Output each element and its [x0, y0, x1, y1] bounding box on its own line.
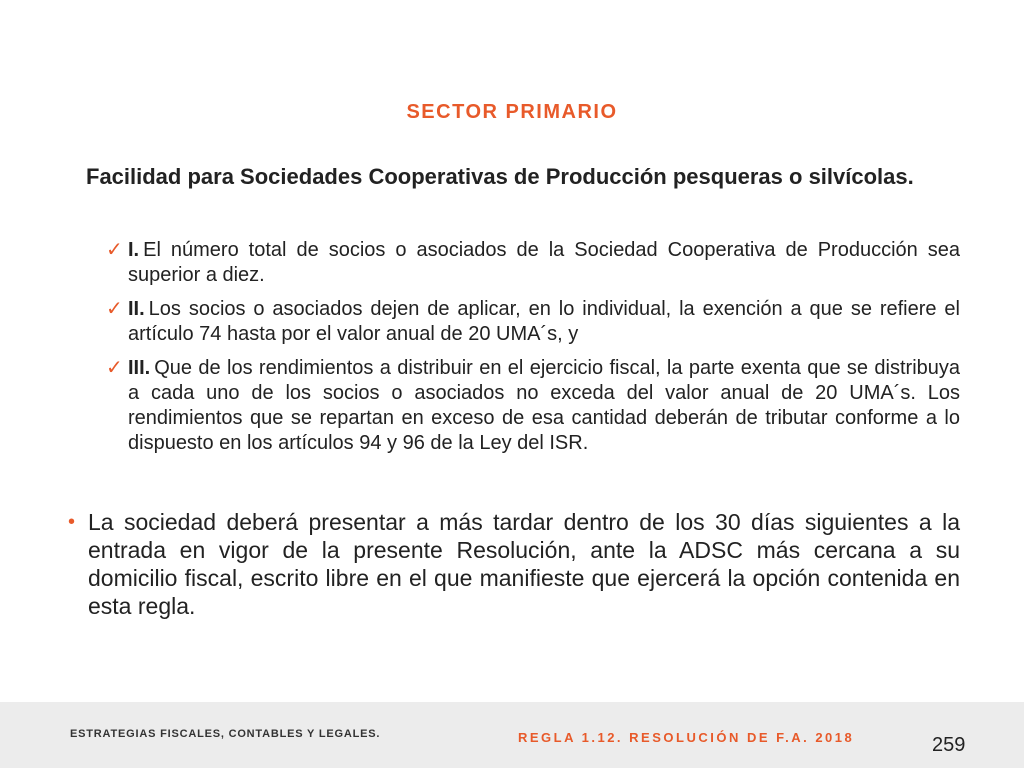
list-item	[106, 297, 960, 347]
roman-numeral: III.	[128, 357, 151, 379]
roman-numeral: II.	[128, 298, 145, 320]
bullet-text: La sociedad deberá presentar a más tardar dentro de los 30 días siguientes a la entrada en vigor de la presente Resolución, ante la ADSC más cercana a su domicilio fiscal, escrito libre en el que manifieste que ejercerá la opción contenida en esta regla.	[88, 509, 960, 619]
roman-numeral: I.	[128, 239, 140, 261]
list-item	[106, 356, 960, 456]
footer-company: ESTRATEGIAS FISCALES, CONTABLES Y LEGALES.	[70, 728, 381, 740]
list-item	[106, 238, 960, 288]
footer	[0, 702, 1024, 768]
list-item-text: Los socios o asociados dejen de aplicar, en lo individual, la exención a que se refiere el artículo 74 hasta por el valor anual de 20 UMA´s, y	[128, 298, 960, 345]
checkmark-icon: ✓	[106, 239, 123, 261]
list-item-text: El número total de socios o asociados de la Sociedad Cooperativa de Producción sea superior a diez.	[128, 239, 960, 286]
bullet-paragraph	[68, 508, 960, 620]
checkmark-icon: ✓	[106, 298, 123, 320]
list-item-text: Que de los rendimientos a distribuir en el ejercicio fiscal, la parte exenta que se distribuya a cada uno de los socios o asociados no exceda del valor anual de 20 UMA´s. Los rendimientos que se repartan en exceso de esa cantidad deberán de tributar conforme a lo dispuesto en los artículos 94 y 96 de la Ley del ISR.	[128, 357, 960, 454]
requirements-list	[106, 238, 960, 465]
page-number: 259	[932, 734, 966, 756]
bullet-icon: •	[68, 511, 76, 533]
checkmark-icon: ✓	[106, 357, 123, 379]
section-heading: Facilidad para Sociedades Cooperativas de Producción pesqueras o silvícolas.	[86, 164, 914, 189]
slide-title: SECTOR PRIMARIO	[406, 101, 618, 123]
footer-rule-reference: REGLA 1.12. RESOLUCIÓN DE F.A. 2018	[518, 730, 855, 745]
